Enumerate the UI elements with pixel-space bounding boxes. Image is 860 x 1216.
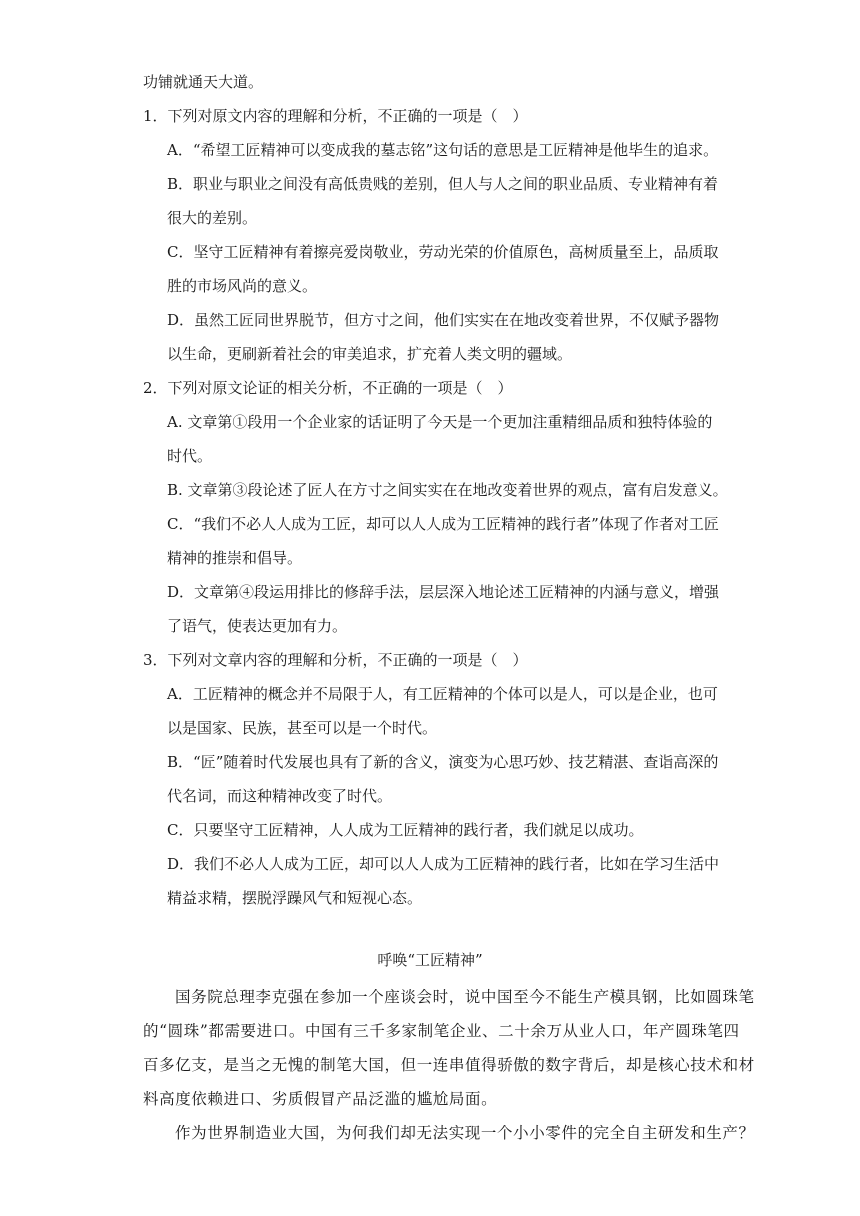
q2-option-c-line-1: C．“我们不必人人成为工匠，却可以人人成为工匠精神的践行者”体现了作者对工匠 [167,515,719,533]
article-line-4: 料高度依赖进口、劣质假冒产品泛滥的尴尬局面。 [143,1090,498,1108]
question-3-stem: 3．下列对文章内容的理解和分析，不正确的一项是（ ） [143,651,528,669]
article-line-3: 百多亿支，是当之无愧的制笔大国，但一连串值得骄傲的数字背后，却是核心技术和材 [143,1056,755,1074]
q2-option-d-line-1: D．文章第④段运用排比的修辞手法，层层深入地论述工匠精神的内涵与意义，增强 [167,583,720,601]
q3-option-b-line-2: 代名词，而这种精神改变了时代。 [167,787,393,805]
q2-option-b-line-1: B. 文章第③段论述了匠人在方寸之间实实在在地改变着世界的观点，富有启发意义。 [167,481,728,499]
article-line-5: 作为世界制造业大国，为何我们却无法实现一个小小零件的完全自主研发和生产？ [175,1124,755,1142]
q3-option-a-line-1: A．工匠精神的概念并不局限于人，有工匠精神的个体可以是人，可以是企业，也可 [167,685,718,703]
q1-option-d-line-2: 以生命，更刷新着社会的审美追求，扩充着人类文明的疆域。 [167,345,573,363]
q1-option-b-line-2: 很大的差别。 [167,209,258,227]
article-line-2: 的“圆珠”都需要进口。中国有三千多家制笔企业、二十余万从业人口，年产圆珠笔四 [143,1022,740,1040]
article-title: 呼唤“工匠精神” [377,951,483,969]
q2-option-a-line-2: 时代。 [167,447,213,465]
q2-option-d-line-2: 了语气，使表达更加有力。 [167,617,348,635]
question-1-stem: 1．下列对原文内容的理解和分析，不正确的一项是（ ） [143,107,528,125]
q1-option-b-line-1: B．职业与职业之间没有高低贵贱的差别，但人与人之间的职业品质、专业精神有着 [167,175,719,193]
q2-option-a-line-1: A. 文章第①段用一个企业家的话证明了今天是一个更加注重精细品质和独特体验的 [167,413,713,431]
intro-tail: 功铺就通天大道。 [143,73,264,91]
question-2-stem: 2．下列对原文论证的相关分析，不正确的一项是（ ） [143,379,513,397]
q3-option-b-line-1: B．“匠”随着时代发展也具有了新的含义，演变为心思巧妙、技艺精湛、查诣高深的 [167,753,719,771]
q1-option-c-line-1: C．坚守工匠精神有着擦亮爱岗敬业，劳动光荣的价值原色，高树质量至上，品质取 [167,243,719,261]
article-line-1: 国务院总理李克强在参加一个座谈会时，说中国至今不能生产模具钢，比如圆珠笔 [175,988,755,1006]
q3-option-c-line-1: C．只要坚守工匠精神，人人成为工匠精神的践行者，我们就足以成功。 [167,821,644,839]
q2-option-c-line-2: 精神的推崇和倡导。 [167,549,303,567]
q3-option-d-line-1: D．我们不必人人成为工匠，却可以人人成为工匠精神的践行者，比如在学习生活中 [167,855,720,873]
q1-option-d-line-1: D．虽然工匠同世界脱节，但方寸之间，他们实实在在地改变着世界，不仅赋予器物 [167,311,720,329]
q3-option-d-line-2: 精益求精，摆脱浮躁风气和短视心态。 [167,889,423,907]
q1-option-c-line-2: 胜的市场风尚的意义。 [167,277,318,295]
q3-option-a-line-2: 以是国家、民族，甚至可以是一个时代。 [167,719,438,737]
q1-option-a-line-1: A．“希望工匠精神可以变成我的墓志铭”这句话的意思是工匠精神是他毕生的追求。 [167,141,719,159]
